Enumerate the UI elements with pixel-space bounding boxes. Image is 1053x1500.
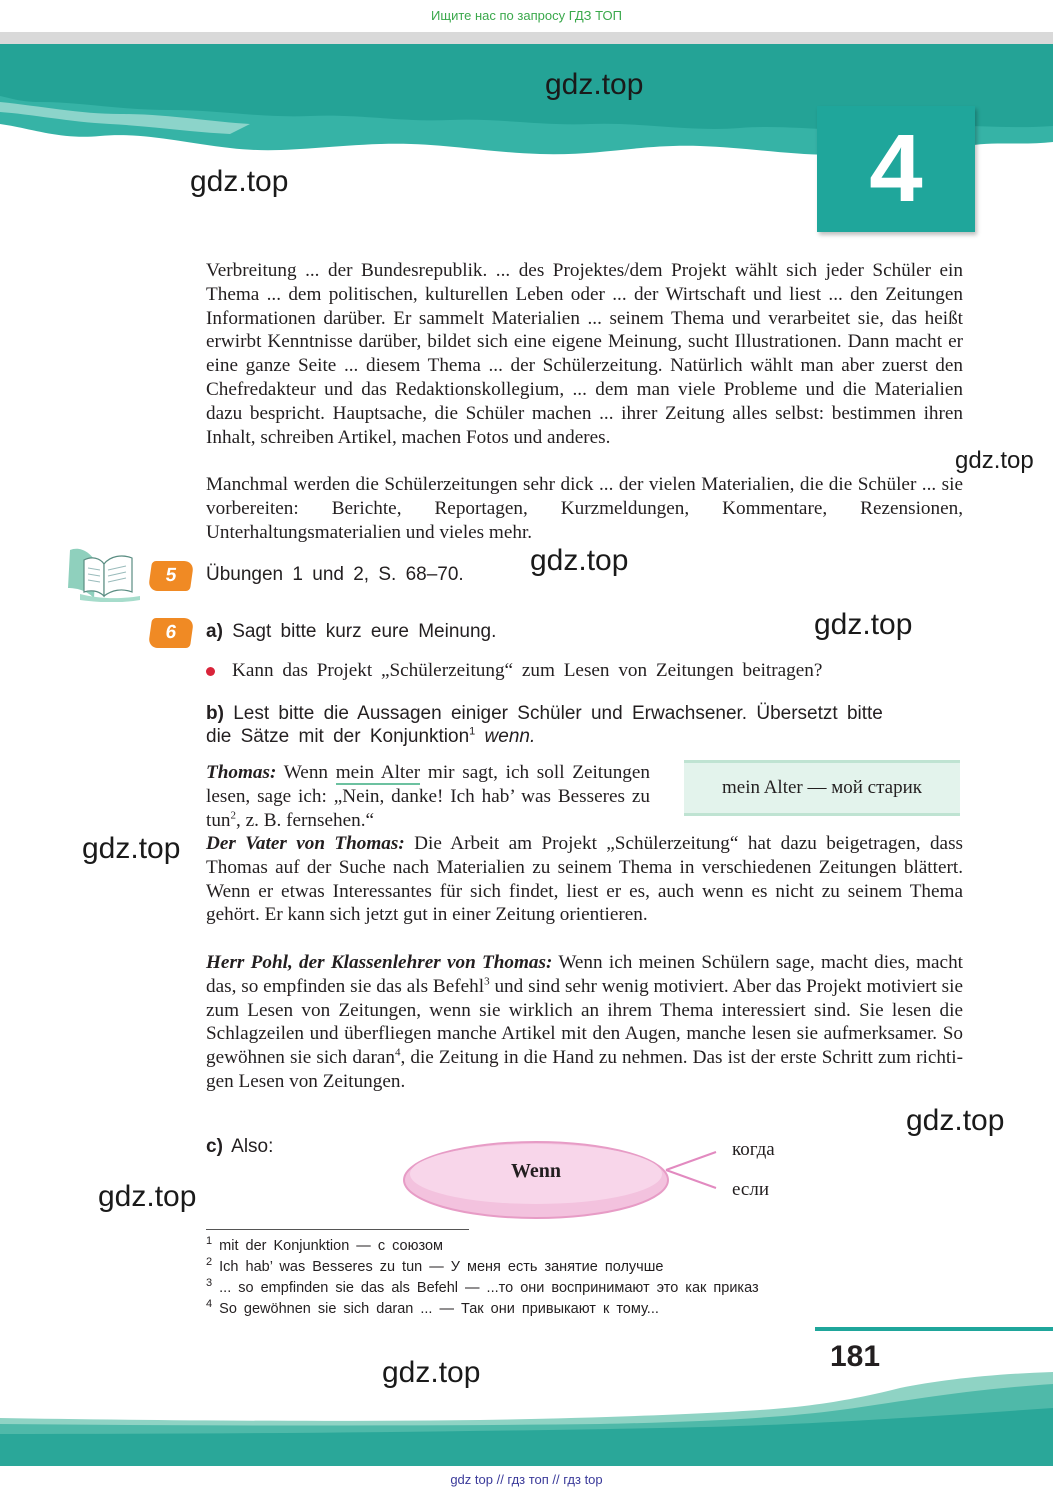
- chapter-number-box: 4: [817, 106, 975, 232]
- watermark: gdz.top: [98, 1180, 197, 1213]
- task-6a-text: Sagt bitte kurz eure Meinung.: [232, 621, 497, 642]
- father-statement: [206, 832, 963, 927]
- book-icon: [66, 544, 142, 602]
- thomas-post: mir sagt, ich soll Zeitungen lesen, sage ich: „Nein, danke! Ich hab’ was Besseres zu tun: [206, 762, 651, 831]
- footnote-4: [206, 1299, 759, 1320]
- vocab-note: mein Alter — мой старик: [684, 760, 960, 816]
- task-6-badge: 6: [148, 618, 194, 648]
- task-6a: [206, 621, 496, 643]
- footnote-num: 3: [206, 1277, 213, 1290]
- diagram-branch-2: если: [732, 1179, 769, 1200]
- watermark: gdz.top: [906, 1104, 1005, 1137]
- footnote-ref-3: 3: [484, 975, 490, 988]
- teacher-text-1: Wenn ich meinen Schülern sage, macht dies, macht das, so empfinden sie das als Befehl: [206, 952, 963, 997]
- footnote-ref-4: 4: [394, 1046, 401, 1059]
- watermark: gdz.top: [382, 1356, 481, 1389]
- header-gray-strip: [0, 32, 1053, 44]
- page-number: 181: [830, 1340, 881, 1373]
- father-text: Die Arbeit am Projekt „Schülerzeitung“ hat dazu beigetragen, dass Thomas auf der Suche nach Materialien zu seinem Thema in verschiedenen Zeitungen blättert. Wenn er etwas Interessantes für sich findet, liest er es, auch wenn es nicht zu seinem Thema gehört. Er kann sich jetzt gut in einer Zeitung orientieren.: [206, 833, 964, 926]
- watermark: gdz.top: [814, 608, 913, 641]
- diagram-center-label: Wenn: [510, 1160, 562, 1182]
- footnote-ref-1: 1: [469, 725, 476, 738]
- footnote-divider: [206, 1229, 469, 1230]
- footnote-num: 2: [206, 1256, 213, 1269]
- task-6b-line-2: [206, 726, 535, 748]
- footnote-num: 1: [206, 1235, 213, 1248]
- task-6b-text-1: Lest bitte die Aussagen einiger Schüler und Erwachsener. Übersetzt bitte: [233, 703, 883, 724]
- task-6b-text-2: die Sätze mit der Konjunktion: [206, 726, 470, 747]
- watermark: gdz.top: [530, 544, 629, 577]
- footnote-1: [206, 1236, 759, 1257]
- watermark: gdz.top: [82, 832, 181, 865]
- thomas-underlined: mein Alter: [335, 762, 421, 783]
- page-number-rule: [815, 1327, 1053, 1331]
- diagram-branch-1: когда: [732, 1139, 775, 1160]
- bullet-dot: [206, 667, 215, 676]
- footnote-3: [206, 1278, 759, 1299]
- task-6c-text: Also:: [231, 1136, 274, 1157]
- speaker-thomas: Thomas:: [206, 762, 277, 783]
- teacher-statement: [206, 951, 963, 1094]
- teacher-text-3: , die Zeitung in die Hand zu nehmen. Das ist der erste Schritt zum richti-gen Lesen von Zeitungen.: [206, 1047, 963, 1092]
- watermark: gdz.top: [190, 165, 289, 198]
- thomas-pre: Wenn: [283, 762, 329, 783]
- watermark: gdz.top: [545, 68, 644, 101]
- task-5-text: Übungen 1 und 2, S. 68–70.: [206, 564, 464, 585]
- footnote-text: ... so empfinden sie das als Befehl — ...то они воспринимают это как приказ: [219, 1280, 759, 1296]
- watermark: gdz.top: [955, 447, 1034, 474]
- footnotes: [206, 1236, 759, 1320]
- footnote-text: So gewöhnen sie sich daran ... — Так они привыкают к тому...: [219, 1301, 659, 1317]
- footnote-num: 4: [206, 1298, 213, 1311]
- footnote-2: [206, 1257, 759, 1278]
- footnote-text: Ich hab’ was Besseres zu tun — У меня есть занятие получше: [219, 1259, 664, 1275]
- task-6c: [206, 1136, 273, 1158]
- footnote-text: mit der Konjunktion — с союзом: [219, 1238, 443, 1254]
- task-6c-label: c): [206, 1136, 223, 1157]
- task-6b-label: b): [206, 703, 224, 724]
- teacher-text-2: und sind sehr wenig motiviert. Aber das Projekt motiviert sie zum Lesen von Zeitungen, wenn sie wirklich an ihrem Thema interessiert sind. Sie lesen die Schlagzeilen und überfliegen manche Artikel mit den Augen, manche lesen sie aufmerksamer. So gewöhnen sie sich daran: [206, 975, 963, 1069]
- footer-wave: [0, 1368, 1053, 1466]
- top-banner[interactable]: Ищите нас по запросу ГДЗ ТОП: [431, 8, 622, 23]
- thomas-end: , z. B. fernsehen.“: [236, 809, 375, 831]
- task-6-bullet-question: Kann das Projekt „Schülerzeitung“ zum Lesen von Zeitungen beitragen?: [232, 660, 823, 681]
- footnote-ref-2: 2: [230, 809, 237, 822]
- thomas-statement: [206, 761, 650, 832]
- task-6a-label: a): [206, 621, 223, 642]
- wenn-diagram: [400, 1138, 780, 1228]
- task-6b-line-1: [206, 703, 883, 725]
- intro-paragraph-2: Manchmal werden die Schülerzeitungen sehr dick ... der vielen Materialien, die die Schüler ... sie vorbereiten: Berichte, Reportagen, Kurzmeldungen, Kommentare, Rezensionen, Unterhaltungsmaterialien und vieles mehr.: [206, 474, 963, 543]
- intro-paragraph-1: Verbreitung ... der Bundesrepublik. ... des Projektes/dem Projekt wählt sich jeder Schüler ein Thema ... dem politischen, kulturellen Leben oder ... der Wirtschaft und liest ... den Zeitungen Informationen darüber. Er sammelt Materialien ... seinem Thema und verarbeitet sie, das heißt erwirbt Kenntnisse darüber, bildet sich eine eigene Meinung, sucht Illustrationen. Dann macht er eine ganze Seite ... diesem Thema ... der Schülerzeitung. Natürlich wählt man aber zuerst den Chefredakteur und das Redaktionskollegium, ... dem man viele Probleme und die Materialien dazu bespricht. Hauptsache, die Schüler machen ... ihrer Zeitung alles selbst: bestimmen ihren Inhalt, schreiben Artikel, machen Fotos und anderes.: [206, 260, 963, 448]
- task-6b-word: wenn.: [484, 726, 536, 747]
- bottom-links[interactable]: gdz top // гдз топ // гдз top: [450, 1472, 603, 1487]
- speaker-teacher: Herr Pohl, der Klassenlehrer von Thomas:: [206, 952, 553, 973]
- speaker-father: Der Vater von Thomas:: [206, 833, 405, 854]
- task-5-badge: 5: [148, 561, 194, 591]
